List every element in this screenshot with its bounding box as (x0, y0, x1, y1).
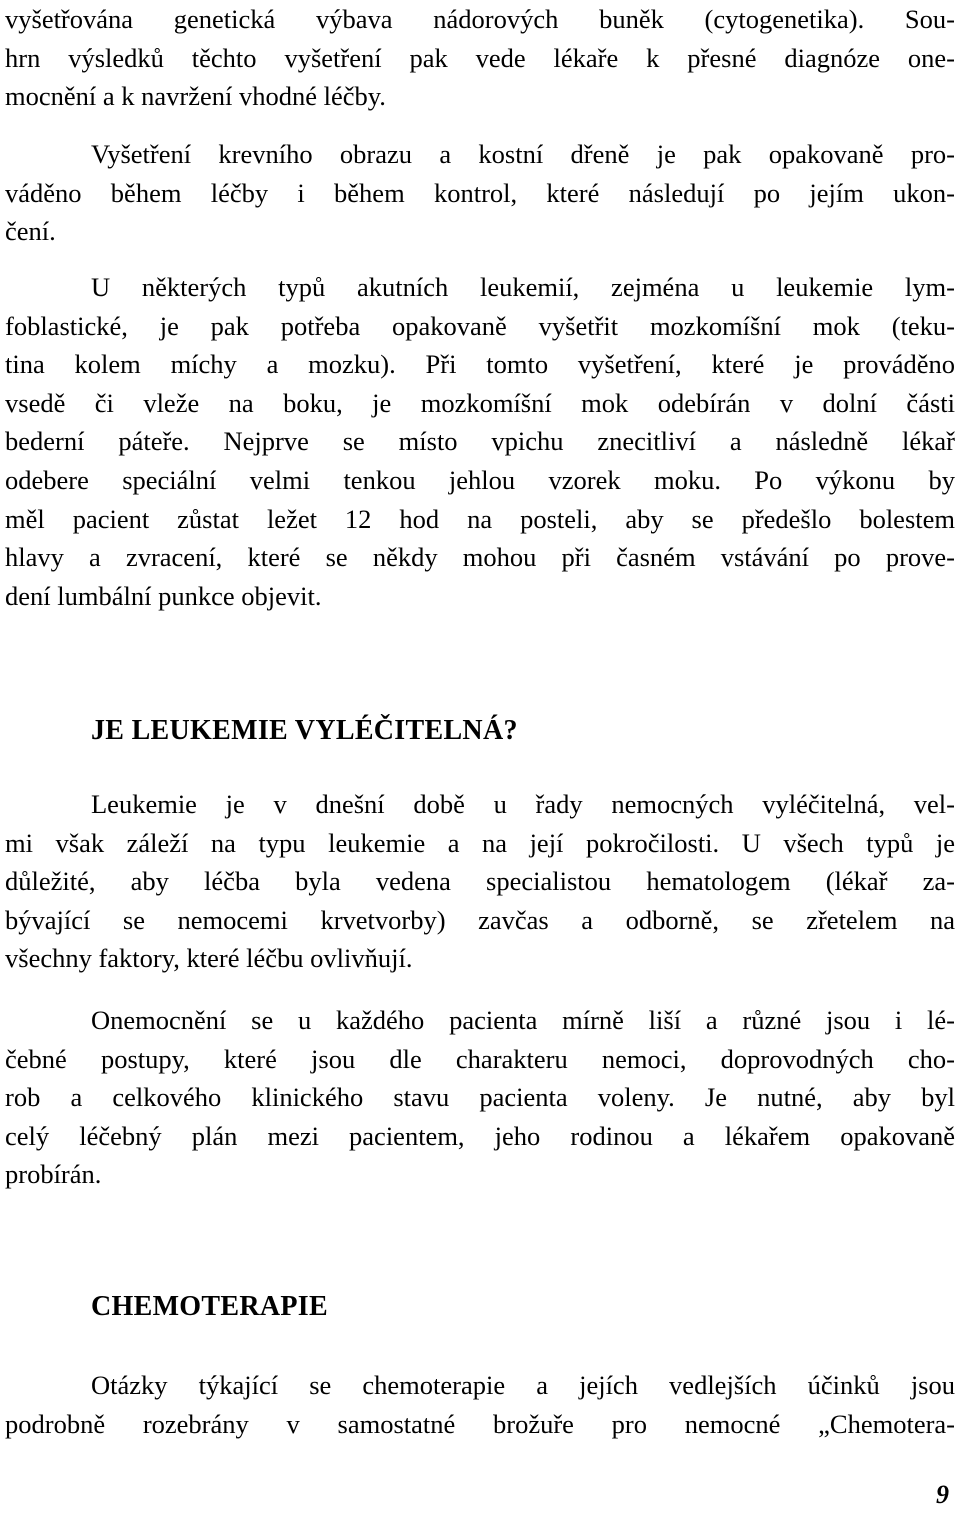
text-line: probírán. (5, 1159, 102, 1190)
text-line: váděno během léčby i během kontrol, které následují po jejím ukon- (5, 177, 955, 208)
text-line: Leukemie je v dnešní době u řady nemocných vyléčitelná, vel- (91, 789, 955, 819)
paragraph-treatment-plan (5, 1001, 955, 1194)
text-line: měl pacient zůstat ležet 12 hod na posteli, aby se předešlo bolestem (5, 503, 955, 534)
text-line: foblastické, je pak potřeba opakovaně vyšetřit mozkomíšní mok (teku- (5, 310, 955, 341)
text-line: U některých typů akutních leukemií, zejména u leukemie lym- (91, 272, 955, 302)
text-line: všechny faktory, které léčbu ovlivňují. (5, 943, 413, 974)
text-line: vyšetřována genetická výbava nádorových buněk (cytogenetika). Sou- (5, 4, 955, 34)
paragraph-cytogenetics-summary (5, 0, 955, 116)
document-page (5, 0, 955, 1516)
section-heading-curable: JE LEUKEMIE VYLÉČITELNÁ? (91, 715, 518, 746)
text-line: Vyšetření krevního obrazu a kostní dřeně je pak opakovaně pro- (91, 139, 955, 169)
page-number: 9 (936, 1480, 949, 1509)
text-line: dení lumbální punkce objevit. (5, 580, 322, 611)
text-line: hrn výsledků těchto vyšetření pak vede lékaře k přesné diagnóze one- (5, 42, 955, 73)
text-line: podrobně rozebrány v samostatné brožuře pro nemocné „Chemotera- (5, 1408, 955, 1439)
text-line: hlavy a zvracení, které se někdy mohou při časném vstávání po prove- (5, 542, 955, 573)
text-line: celý léčebný plán mezi pacientem, jeho rodinou a lékařem opakovaně (5, 1120, 955, 1151)
text-line: čení. (5, 216, 56, 247)
section-heading-chemotherapy: CHEMOTERAPIE (91, 1291, 328, 1322)
text-line: rob a celkového klinického stavu pacienta voleny. Je nutné, aby byl (5, 1082, 955, 1113)
text-line: Otázky týkající se chemoterapie a jejích vedlejších účinků jsou (91, 1370, 955, 1400)
text-line: tina kolem míchy a mozku). Při tomto vyšetření, které je prováděno (5, 349, 955, 380)
text-line: mi však záleží na typu leukemie a na její pokročilosti. U všech typů je (5, 827, 955, 858)
text-line: bývající se nemocemi krvetvorby) zavčas a odborně, se zřetelem na (5, 904, 955, 935)
text-line: odebere speciální velmi tenkou jehlou vzorek moku. Po výkonu by (5, 464, 955, 495)
paragraph-curability (5, 785, 955, 978)
text-line: mocnění a k navržení vhodné léčby. (5, 81, 386, 112)
text-line: důležité, aby léčba byla vedena specialistou hematologem (lékař za- (5, 866, 955, 897)
paragraph-chemotherapy (5, 1366, 955, 1443)
text-line: bederní páteře. Nejprve se místo vpichu znecitliví a následně lékař (5, 426, 955, 457)
text-line: Onemocnění se u každého pacienta mírně liší a různé jsou i lé- (91, 1005, 955, 1035)
text-line: vsedě či vleže na boku, je mozkomíšní mok odebírán v dolní části (5, 387, 955, 418)
text-line: čebné postupy, které jsou dle charakteru nemoci, doprovodných cho- (5, 1043, 955, 1074)
paragraph-lumbar-puncture (5, 268, 955, 615)
paragraph-repeated-examination (5, 135, 955, 251)
